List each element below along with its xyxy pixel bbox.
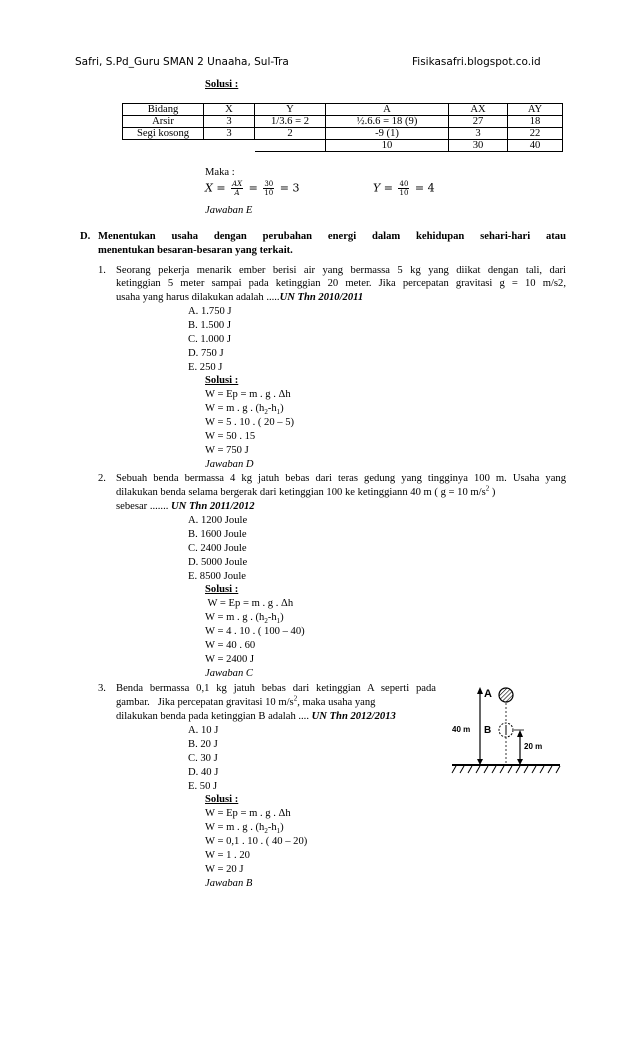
maka-label: Maka :	[205, 167, 235, 178]
q2-text: dilakukan benda selama bergerak dari ketinggian 100 ke ketinggiann 40 m ( g = 10 m/s	[116, 487, 486, 498]
q2-text-line2	[116, 486, 495, 499]
q2-option-b: B. 1600 Joule	[188, 529, 247, 540]
fraction-num: AX	[232, 180, 243, 188]
q3-step: W = 1 . 20	[205, 850, 250, 861]
table-cell: 3	[204, 116, 255, 128]
q3-text: , maka usaha yang	[297, 697, 376, 708]
q1-option-c: C. 1.000 J	[188, 334, 231, 345]
equals: =	[248, 181, 258, 195]
q3-source: UN Thn 2012/2013	[311, 711, 396, 722]
q1-step: W = 750 J	[205, 445, 249, 456]
q3-step: W = 20 J	[205, 864, 244, 875]
q2-solusi-label: Solusi :	[205, 584, 239, 595]
equals: =	[383, 181, 393, 195]
falling-body-figure	[448, 683, 564, 783]
q1-step	[205, 402, 284, 415]
table-header-cell: X	[204, 104, 255, 116]
subscript: 2	[264, 617, 268, 626]
q3-option-d: D. 40 J	[188, 767, 219, 778]
point-b-label: B	[484, 725, 492, 736]
table-cell: 3	[449, 128, 508, 140]
q1-number: 1.	[98, 265, 106, 276]
fraction-ax-a	[231, 180, 243, 197]
subscript: 2	[264, 408, 268, 417]
q2-source: UN Thn 2011/2012	[171, 501, 255, 512]
q1-step: W = Ep = m . g . Δh	[205, 389, 291, 400]
close-paren: )	[280, 822, 284, 833]
arrow-head-up-icon	[477, 687, 483, 694]
table-header-cell: Y	[255, 104, 326, 116]
height-label-20: 20 m	[524, 742, 543, 751]
header-left: Safri, S.Pd_Guru SMAN 2 Unaaha, Sul-Tra	[75, 56, 289, 68]
dash: -h	[267, 403, 277, 414]
q2-text-end: )	[489, 487, 496, 498]
x-variable: X	[205, 181, 213, 195]
q3-text: dilakukan benda pada ketinggian B adalah ....	[116, 711, 312, 722]
ball-at-a-icon	[499, 688, 513, 702]
fraction-num: 40	[399, 180, 409, 188]
equals: =	[216, 181, 226, 195]
fraction-den: A	[234, 189, 240, 197]
q2-option-c: C. 2400 Joule	[188, 543, 247, 554]
dash: -h	[267, 612, 277, 623]
table-cell: Arsir	[123, 116, 204, 128]
arrow-head-up-icon	[517, 730, 523, 737]
subscript: 2	[264, 827, 268, 836]
top-solution-label: Solusi :	[205, 79, 239, 90]
q2-text-line1: Sebuah benda bermassa 4 kg jatuh bebas dari teras gedung yang tingginya 100 m. Usaha yang	[116, 473, 566, 484]
table-cell: -9 (1)	[326, 128, 449, 140]
table-header-row	[123, 104, 563, 116]
fraction-den: 10	[399, 189, 409, 197]
q3-option-e: E. 50 J	[188, 781, 218, 792]
q2-step	[205, 611, 284, 624]
q3-option-c: C. 30 J	[188, 753, 218, 764]
superscript: 2	[485, 484, 490, 493]
table-row	[123, 116, 563, 128]
q1-text: usaha yang harus dilakukan adalah .....	[116, 292, 280, 303]
table-cell: ½.6.6 = 18 (9)	[326, 116, 449, 128]
table-cell: 27	[449, 116, 508, 128]
point-a-label: A	[484, 688, 492, 700]
table-cell: Segi kosong	[123, 128, 204, 140]
q1-option-d: D. 750 J	[188, 348, 224, 359]
q1-text-line1: Seorang pekerja menarik ember berisi air yang bermassa 5 kg yang diikat dengan tali, dari	[116, 265, 566, 276]
solution-table	[122, 103, 563, 152]
x-result: 3	[292, 181, 300, 195]
equals: =	[414, 181, 425, 195]
table-cell: 1/3.6 = 2	[255, 116, 326, 128]
table-cell: 3	[204, 128, 255, 140]
q1-option-e: E. 250 J	[188, 362, 223, 373]
fraction-40-10	[398, 180, 409, 197]
q3-text-line1: Benda bermassa 0,1 kg jatuh bebas dari ketinggian A seperti pada	[116, 683, 436, 694]
table-cell	[123, 140, 204, 152]
ground-hatching	[452, 766, 560, 773]
q1-step: W = 50 . 15	[205, 431, 256, 442]
y-result: 4	[427, 181, 435, 195]
q2-text-line3	[116, 500, 255, 513]
q1-option-b: B. 1.500 J	[188, 320, 231, 331]
table-cell	[255, 140, 326, 152]
q1-text-line3	[116, 291, 363, 304]
q3-text: gambar. Jika percepatan gravitasi 10 m/s	[116, 697, 294, 708]
table-cell: 30	[449, 140, 508, 152]
superscript: 2	[293, 694, 298, 703]
q2-step: W = 40 . 60	[205, 640, 256, 651]
equals: =	[279, 181, 289, 195]
close-paren: )	[280, 612, 284, 623]
q2-answer: Jawaban C	[205, 668, 253, 679]
table-total-row	[123, 140, 563, 152]
section-d-title-line1: Menentukan usaha dengan perubahan energi dalam kehidupan sehari-hari atau	[98, 231, 566, 242]
dash: -h	[267, 822, 277, 833]
y-variable: Y	[373, 181, 381, 195]
height-label-40: 40 m	[452, 725, 471, 734]
table-cell: 18	[508, 116, 563, 128]
q2-option-d: D. 5000 Joule	[188, 557, 248, 568]
table-cell	[204, 140, 255, 152]
q1-answer: Jawaban D	[205, 459, 254, 470]
q3-text-line3	[116, 710, 396, 723]
q3-step	[205, 821, 284, 834]
table-header-cell: A	[326, 104, 449, 116]
q2-number: 2.	[98, 473, 106, 484]
table-header-cell: Bidang	[123, 104, 204, 116]
q2-step: W = 2400 J	[205, 654, 255, 665]
q2-option-e: E. 8500 Joule	[188, 571, 246, 582]
q3-number: 3.	[98, 683, 106, 694]
table-cell: 40	[508, 140, 563, 152]
section-d-letter: D.	[80, 231, 91, 242]
fraction-30-10	[263, 180, 274, 197]
table-cell: 10	[326, 140, 449, 152]
q3-option-a: A. 10 J	[188, 725, 219, 736]
q1-text-line2: ketinggian 5 meter sampai pada ketinggian 20 meter. Jika percepatan gravitasi g = 10 m/s2,	[116, 278, 566, 289]
fraction-num: 30	[264, 180, 274, 188]
table-header-cell: AX	[449, 104, 508, 116]
q2-step: W = Ep = m . g . Δh	[205, 598, 294, 609]
q3-step: W = 0,1 . 10 . ( 40 – 20)	[205, 836, 308, 847]
q1-source: UN Thn 2010/2011	[279, 292, 364, 303]
q2-text: sebesar .......	[116, 501, 172, 512]
q3-step: W = Ep = m . g . Δh	[205, 808, 291, 819]
header-right: Fisikasafri.blogspot.co.id	[412, 56, 541, 68]
q2-option-a: A. 1200 Joule	[188, 515, 248, 526]
table-cell: 2	[255, 128, 326, 140]
top-answer: Jawaban E	[205, 205, 253, 216]
q2-step: W = 4 . 10 . ( 100 – 40)	[205, 626, 305, 637]
q3-answer: Jawaban B	[205, 878, 253, 889]
q3-solusi-label: Solusi :	[205, 794, 239, 805]
section-d-title-line2: menentukan besaran-besaran yang terkait.	[98, 245, 293, 256]
subscript: 1	[276, 408, 281, 417]
q1-step: W = 5 . 10 . ( 20 – 5)	[205, 417, 295, 428]
q1-solusi-label: Solusi :	[205, 375, 239, 386]
table-cell: 22	[508, 128, 563, 140]
q3-step-text: W = m . g . (h	[205, 822, 265, 833]
table-row	[123, 128, 563, 140]
x-equation	[205, 180, 299, 197]
q1-step-text: W = m . g . (h	[205, 403, 265, 414]
q3-option-b: B. 20 J	[188, 739, 218, 750]
q3-text-line2	[116, 696, 375, 709]
subscript: 1	[276, 827, 281, 836]
table-header-cell: AY	[508, 104, 563, 116]
subscript: 1	[276, 617, 281, 626]
y-equation	[373, 180, 435, 197]
fraction-den: 10	[264, 189, 274, 197]
close-paren: )	[280, 403, 284, 414]
q2-step-text: W = m . g . (h	[205, 612, 265, 623]
q1-option-a: A. 1.750 J	[188, 306, 232, 317]
